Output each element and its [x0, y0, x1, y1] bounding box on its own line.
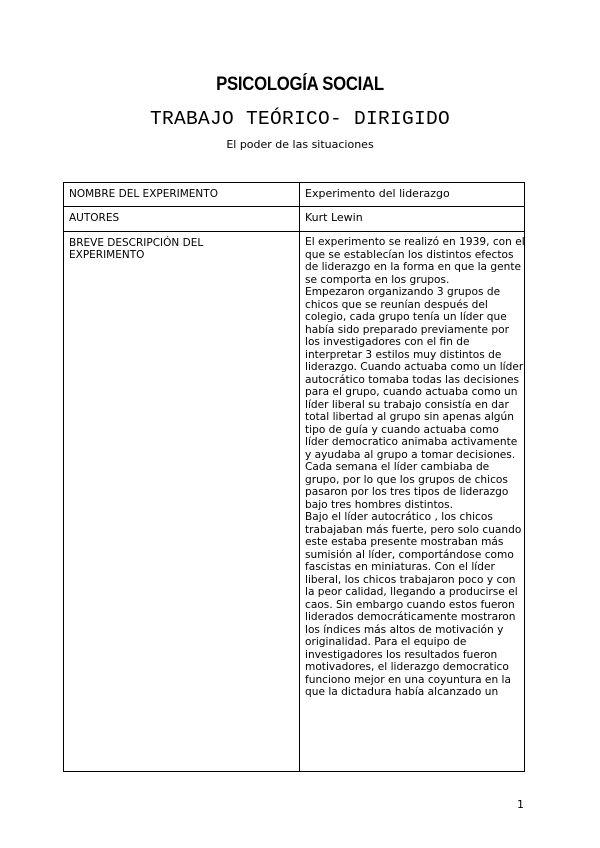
- value-description: [305, 236, 525, 771]
- description-paragraph: Empezaron organizando 3 grupos de chicos que se reunían después del colegio, cada grupo tenía un líder que había sido preparado previamente por los investigadores con el fin de interpretar 3 estilos muy distintos de liderazgo. Cuando actuaba como un líder autocrático tomaba todas las decisiones para el grupo, cuando actuaba como un líder liberal su trabajo consistía en dar total libertad al grupo sin apenas algún tipo de guía y cuando actuaba como líder democratico animaba activamente y ayudaba al grupo a tomar decisiones. Cada semana el líder cambiaba de grupo, por lo que los grupos de chicos pasaron por los tres tipos de liderazgo bajo tres hombres distintos.: [305, 286, 524, 511]
- description-paragraph: Bajo el líder autocrático , los chicos trabajaban más fuerte, pero solo cuando este estaba presente mostraban más sumisión al líder, comportándose como fascistas en miniaturas. Con el líder liberal, los chicos trabajaron poco y con la peor calidad, llegando a producirse el caos. Sin embargo cuando estos fueron liderados democráticamente mostraron los índices más altos de motivación y originalidad. Para el equipo de investigadores los resultados fueron motivadores, el liderazgo democratico funciono mejor en una coyuntura en la que la dictadura había alcanzado un: [305, 511, 522, 698]
- label-description: BREVE DESCRIPCIÓN DEL EXPERIMENTO: [69, 237, 204, 261]
- document-tagline: El poder de las situaciones: [226, 138, 374, 151]
- document-subtitle: TRABAJO TEÓRICO- DIRIGIDO: [149, 108, 451, 130]
- label-authors: AUTORES: [69, 212, 120, 224]
- label-experiment-name: NOMBRE DEL EXPERIMENTO: [69, 188, 218, 200]
- value-experiment-name: Experimento del liderazgo: [305, 187, 450, 200]
- experiment-table: [63, 182, 525, 772]
- document-title: PSICOLOGÍA SOCIAL: [216, 74, 384, 95]
- page-number: 1: [517, 798, 524, 811]
- table-row-divider: [64, 206, 524, 207]
- table-column-divider: [299, 183, 300, 771]
- value-authors: Kurt Lewin: [305, 211, 363, 224]
- table-row-divider: [64, 231, 524, 232]
- description-paragraph: El experimento se realizó en 1939, con el que se establecían los distintos efectos de liderazgo en la forma en que la gente se comporta en los grupos.: [305, 236, 525, 286]
